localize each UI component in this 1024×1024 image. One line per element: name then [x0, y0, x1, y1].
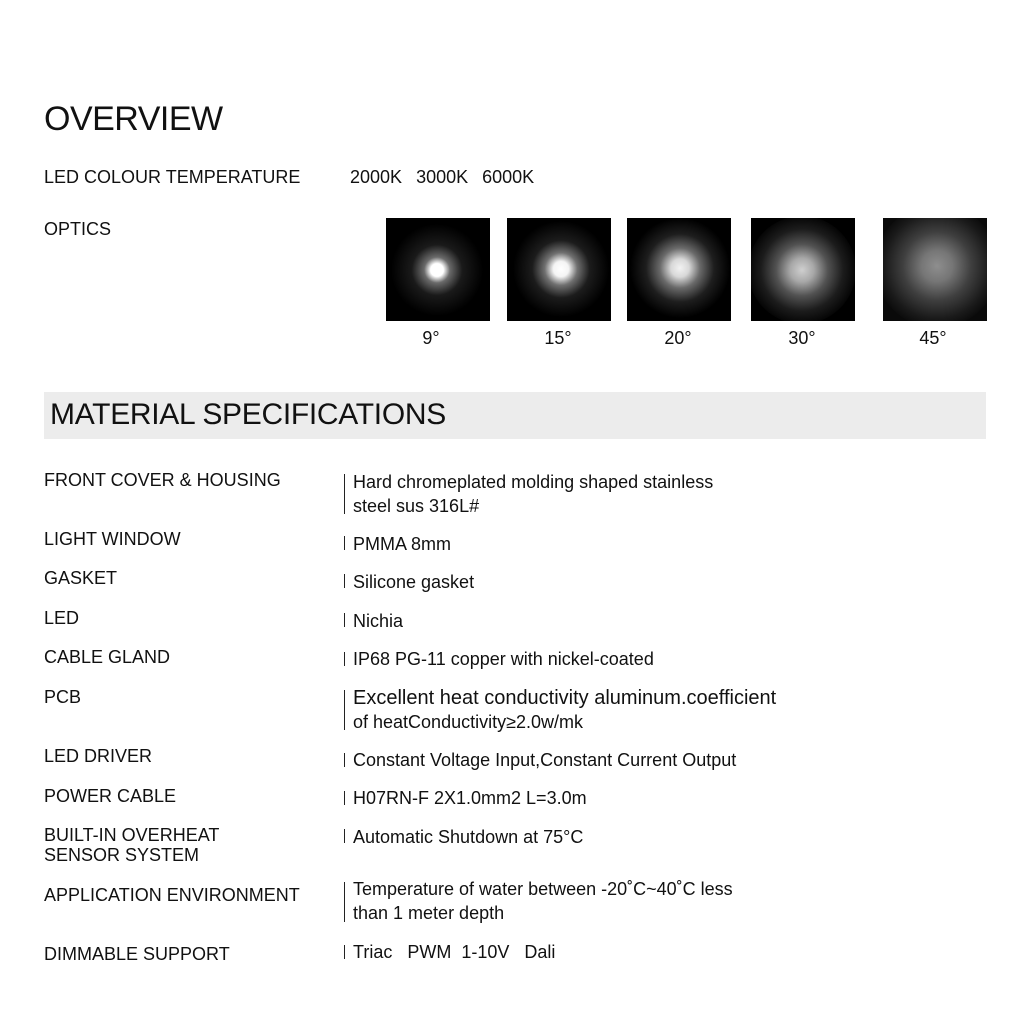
- spec-divider: [344, 574, 345, 588]
- optic-beam-15-image: [507, 218, 611, 321]
- spec-value-front-cover: [353, 470, 953, 518]
- spec-value-application-environment: [353, 877, 953, 925]
- spec-divider: [344, 791, 345, 805]
- optic-angle-9: 9°: [422, 328, 440, 348]
- colour-temperature-label: LED COLOUR TEMPERATURE: [44, 167, 301, 187]
- spec-value-line: of heatConductivity≥2.0w/mk: [353, 712, 583, 732]
- spec-value-power-cable: H07RN-F 2X1.0mm2 L=3.0m: [353, 788, 587, 808]
- spec-divider: [344, 753, 345, 767]
- spec-divider: [344, 882, 345, 922]
- spec-key-line: BUILT-IN OVERHEAT: [44, 825, 220, 845]
- spec-key-gasket: GASKET: [44, 568, 118, 588]
- spec-key-pcb: PCB: [44, 687, 82, 707]
- optics-label: OPTICS: [44, 219, 112, 239]
- colour-temp-3000k: 3000K: [416, 167, 469, 187]
- spec-key-power-cable: POWER CABLE: [44, 786, 177, 806]
- spec-value-led: Nichia: [353, 611, 404, 631]
- colour-temp-2000k: 2000K: [350, 167, 403, 187]
- optic-angle-30: 30°: [788, 328, 816, 348]
- optic-beam-9-image: [386, 218, 490, 321]
- optic-beam-30-image: [751, 218, 855, 321]
- spec-value-line: Excellent heat conductivity aluminum.coefficient: [353, 687, 777, 709]
- optic-angle-45: 45°: [919, 328, 947, 348]
- spec-divider: [344, 474, 345, 514]
- spec-divider: [344, 690, 345, 730]
- colour-temp-6000k: 6000K: [482, 167, 535, 187]
- spec-value-line: Hard chromeplated molding shaped stainless: [353, 472, 714, 492]
- spec-value-pcb: [353, 686, 953, 734]
- spec-key-light-window: LIGHT WINDOW: [44, 529, 181, 549]
- spec-divider: [344, 945, 345, 959]
- spec-divider: [344, 536, 345, 550]
- optic-beam-45-image: [883, 218, 987, 321]
- material-spec-title: MATERIAL SPECIFICATIONS: [50, 398, 446, 431]
- spec-divider: [344, 613, 345, 627]
- colour-temperature-values: [350, 167, 534, 188]
- spec-divider: [344, 829, 345, 843]
- spec-value-line: than 1 meter depth: [353, 903, 505, 923]
- spec-key-application-environment: APPLICATION ENVIRONMENT: [44, 885, 300, 905]
- spec-value-line: Temperature of water between -20˚C~40˚C less: [353, 879, 733, 899]
- optic-beam-20-image: [627, 218, 731, 321]
- spec-divider: [344, 652, 345, 666]
- spec-key-cable-gland: CABLE GLAND: [44, 647, 171, 667]
- spec-key-front-cover: FRONT COVER & HOUSING: [44, 470, 281, 490]
- optic-angle-20: 20°: [664, 328, 692, 348]
- overview-title: OVERVIEW: [44, 100, 223, 138]
- spec-value-cable-gland: IP68 PG-11 copper with nickel-coated: [353, 649, 654, 669]
- spec-key-dimmable-support: DIMMABLE SUPPORT: [44, 944, 230, 964]
- spec-key-line: SENSOR SYSTEM: [44, 845, 200, 865]
- spec-key-led-driver: LED DRIVER: [44, 746, 153, 766]
- spec-value-overheat-sensor: Automatic Shutdown at 75°C: [353, 827, 584, 847]
- spec-value-line: steel sus 316L#: [353, 496, 480, 516]
- spec-value-light-window: PMMA 8mm: [353, 534, 452, 554]
- spec-value-dimmable-support: Triac PWM 1-10V Dali: [353, 942, 556, 962]
- spec-key-led: LED: [44, 608, 80, 628]
- spec-key-overheat-sensor: [44, 825, 334, 865]
- spec-value-led-driver: Constant Voltage Input,Constant Current Output: [353, 750, 737, 770]
- spec-value-gasket: Silicone gasket: [353, 572, 475, 592]
- optic-angle-15: 15°: [544, 328, 572, 348]
